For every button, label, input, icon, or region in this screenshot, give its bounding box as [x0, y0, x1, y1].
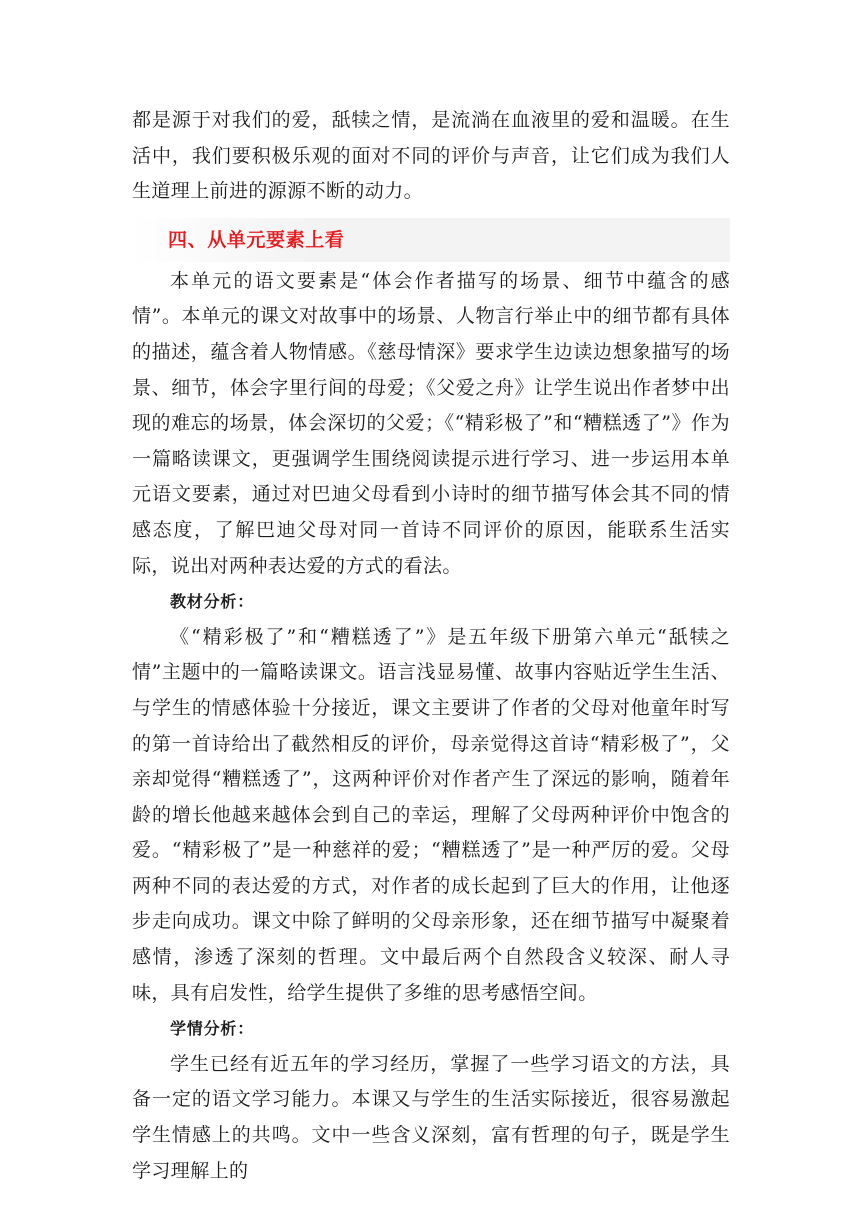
intro-paragraph: 都是源于对我们的爱，舐犊之情，是流淌在血液里的爱和温暖。在生活中，我们要积极乐观的面对不同的评价与声音，让它们成为我们人生道理上前进的源源不断的动力。 [132, 109, 730, 203]
section-heading: 四、从单元要素上看 [168, 228, 345, 251]
student-analysis-paragraph: 学生已经有近五年的学习经历，掌握了一些学习语文的方法，具备一定的语文学习能力。本课又与学生的生活实际接近，很容易激起学生情感上的共鸣。文中一些含义深刻，富有哲理的句子，既是学生学习理解上的 [132, 1052, 730, 1182]
textbook-analysis-label: 教材分析： [170, 592, 255, 612]
unit-elements-paragraph: 本单元的语文要素是“体会作者描写的场景、细节中蕴含的感情”。本单元的课文对故事中的场景、人物言行举止中的细节都有具体的描述，蕴含着人物情感。《慈母情深》要求学生边读边想象描写的场景、细节，体会字里行间的母爱；《父爱之舟》让学生说出作者梦中出现的难忘的场景，体会深切的父爱；《“精彩极了”和“糟糕透了”》作为一篇略读课文，更强调学生围绕阅读提示进行学习、进一步运用本单元语文要素，通过对巴迪父母看到小诗时的细节描写体会其不同的情感态度，了解巴迪父母对同一首诗不同评价的原因，能联系生活实际，说出对两种表达爱的方式的看法。 [132, 269, 730, 577]
document-page [132, 103, 730, 1189]
textbook-analysis-paragraph: 《“精彩极了”和“糟糕透了”》是五年级下册第六单元“舐犊之情”主题中的一篇略读课文。语言浅显易懂、故事内容贴近学生生活、与学生的情感体验十分接近，课文主要讲了作者的父母对他童年时写的第一首诗给出了截然相反的评价，母亲觉得这首诗“精彩极了”，父亲却觉得“糟糕透了”，这两种评价对作者产生了深远的影响，随着年龄的增长他越来越体会到自己的幸运，理解了父母两种评价中饱含的爱。“精彩极了”是一种慈祥的爱；“糟糕透了”是一种严厉的爱。父母两种不同的表达爱的方式，对作者的成长起到了巨大的作用，让他逐步走向成功。课文中除了鲜明的父母亲形象，还在细节描写中凝聚着感情，渗透了深刻的哲理。文中最后两个自然段含义较深、耐人寻味，具有启发性，给学生提供了多维的思考感悟空间。 [132, 625, 730, 1004]
student-analysis-label: 学情分析： [170, 1019, 255, 1039]
section-heading-band [132, 218, 730, 262]
